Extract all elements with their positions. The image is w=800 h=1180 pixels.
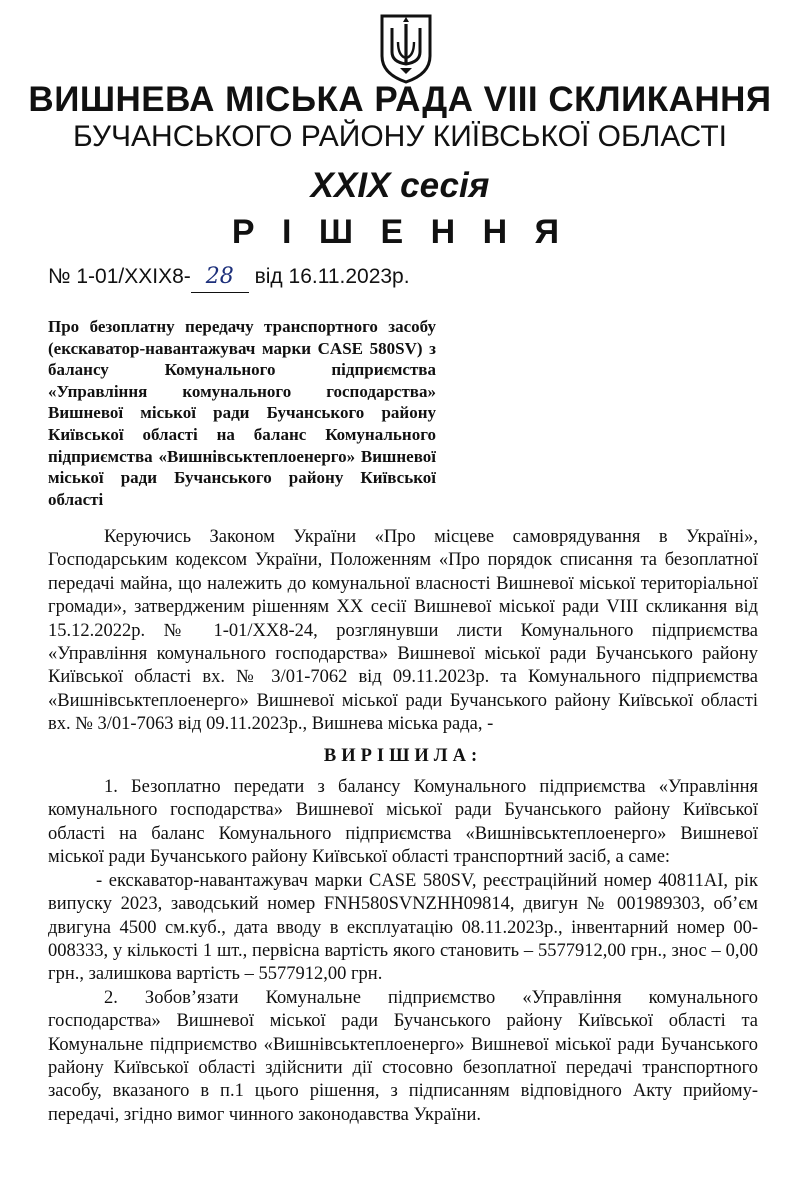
council-name: ВИШНЕВА МІСЬКА РАДА VIII СКЛИКАННЯ [28,80,772,119]
item-1-paragraph: 1. Безоплатно передати з балансу Комунального підприємства «Управління комунального господарства» Вишневої міської ради Бучанського району Київської області на баланс Комунального підприємства «Вишнівськтеплоенерго» Вишневої міської ради Бучанського району Київської області транспортний засіб, а саме: [48,777,758,868]
trident-coat-of-arms-icon [378,12,434,84]
decision-number-prefix: № 1-01/XXIX8- [48,265,191,288]
decision-date: від 16.11.2023р. [248,265,410,288]
handwritten-number: 28 [191,262,249,293]
vehicle-details-paragraph: - екскаватор-навантажувач марки CASE 580SV, реєстраційний номер 40811АІ, рік випуску 2023, заводський номер FNH580SVNZHH09814, двигун № 001989303, об’єм двигуна 4500 см.куб., дата вводу в експлуатацію 08.11.2023р., інвентарний номер 00-008333, у кількості 1 шт., первісна вартість якого становить – 5577912,00 грн., знос – 0,00 грн., залишкова вартість – 5577912,00 грн. [48,870,758,985]
decision-subject: Про безоплатну передачу транспортного засобу (екскаватор-навантажувач марки CASE 580SV) з балансу Комунального підприємства «Управління комунального господарства» Вишневої міської ради Бучанського району Київської області на баланс Комунального підприємства «Вишнівськтеплоенерго» Вишневої міської ради Бучанського району Київської області [48,317,436,509]
session-title: XXIX сесія [310,166,490,205]
item-2-paragraph: 2. Зобов’язати Комунальне підприємство «Управління комунального господарства» Вишневої міської ради Бучанського району Київської області та Комунальне підприємство «Вишнівськтеплоенерго» Вишневої міської ради Бучанського району Київської області здійснити дії стосовно безоплатної передачі транспортного засобу, вказаного в п.1 цього рішення, з підписанням відповідного Акту прийому-передачі, згідно вимог чинного законодавства України. [48,987,758,1125]
decision-number [48,262,410,293]
resolved-heading: ВИРІШИЛА: [323,745,483,766]
decision-body [48,526,758,1127]
preamble-paragraph: Керуючись Законом України «Про місцеве самоврядування в Україні», Господарським кодексом України, Положенням «Про порядок списання та безоплатної передачі майна, що належить до комунальної власності Вишневої міської територіальної громади», затвердженим рішенням XX сесії Вишневої міської ради VIII скликання від 15.12.2022р. № 1-01/XX8-24, розглянувши листи Комунального підприємства «Управління комунального господарства» Вишневої міської ради Бучанського району Київської області вх. № 3/01-7062 від 09.11.2023р. та Комунального підприємства «Вишнівськтеплоенерго» Вишневої міської ради Бучанського району Київської області вх. № 3/01-7063 від 09.11.2023р., Вишнева міська рада, - [48,527,758,735]
decision-title: Р І Ш Е Н Н Я [231,213,569,251]
district-name: БУЧАНСЬКОГО РАЙОНУ КИЇВСЬКОЇ ОБЛАСТІ [72,120,728,153]
